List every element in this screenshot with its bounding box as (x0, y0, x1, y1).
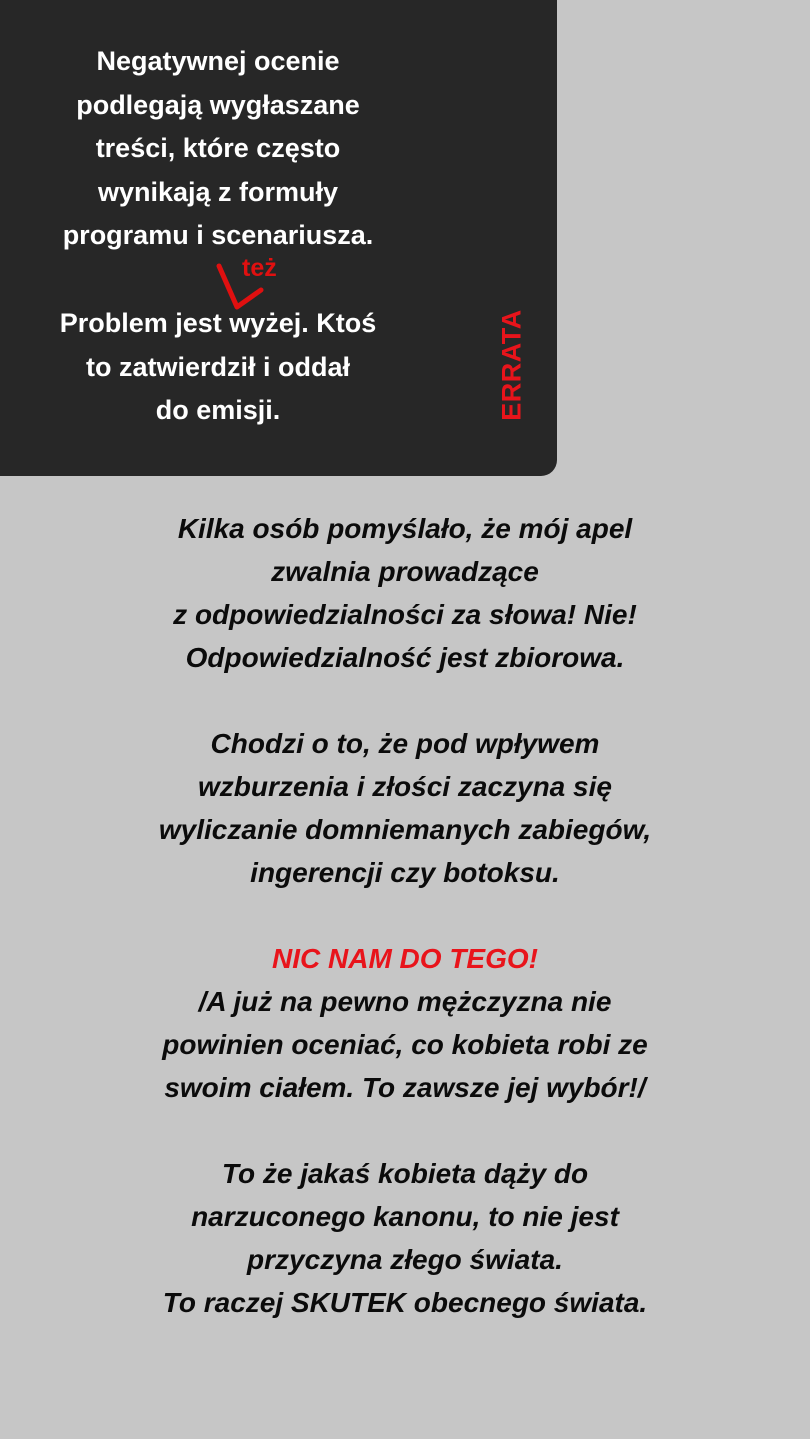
highlight-line: NIC NAM DO TEGO! (272, 943, 538, 974)
text-line: z odpowiedzialności za słowa! Nie! (173, 599, 637, 630)
text-line: Problem jest wyżej. Ktoś (59, 308, 377, 338)
text-line: zwalnia prowadzące (271, 556, 539, 587)
text-line: powinien oceniać, co kobieta robi ze (162, 1029, 648, 1060)
text-line: wzburzenia i złości zaczyna się (198, 771, 612, 802)
text-line: swoim ciałem. To zawsze jej wybór!/ (164, 1072, 646, 1103)
errata-card (0, 0, 557, 476)
text-line: Negatywnej ocenie (96, 46, 340, 76)
paragraph-3 (0, 937, 810, 1109)
card-paragraph-1 (0, 40, 436, 258)
correction-text: też (242, 254, 277, 282)
text-line: wynikają z formuły (97, 176, 339, 207)
text-line: To że jakaś kobieta dąży do (221, 1158, 589, 1189)
text-line: narzuconego kanonu, to nie jest (191, 1201, 619, 1232)
paragraph-1 (0, 507, 810, 679)
text-line: to zatwierdził i oddał (85, 351, 350, 382)
text-line: To raczej SKUTEK obecnego świata. (162, 1287, 648, 1318)
text-line: treści, które często (95, 133, 341, 163)
text-line: Chodzi o to, że pod wpływem (210, 728, 600, 759)
text-line: Kilka osób pomyślało, że mój apel (177, 513, 633, 544)
story-text (0, 507, 810, 1367)
text-line: podlegają wygłaszane (76, 89, 360, 120)
paragraph-4 (0, 1152, 810, 1324)
text-line: przyczyna złego świata. (247, 1244, 563, 1275)
errata-label: ERRATA (496, 309, 527, 421)
text-line: /A już na pewno mężczyzna nie (198, 986, 612, 1017)
text-line: ingerencji czy botoksu. (250, 857, 560, 888)
text-line: wyliczanie domniemanych zabiegów, (158, 814, 652, 845)
text-line: Odpowiedzialność jest zbiorowa. (185, 642, 625, 673)
text-line: do emisji. (155, 395, 281, 425)
paragraph-2 (0, 722, 810, 894)
text-line: programu i scenariusza. (62, 220, 374, 250)
